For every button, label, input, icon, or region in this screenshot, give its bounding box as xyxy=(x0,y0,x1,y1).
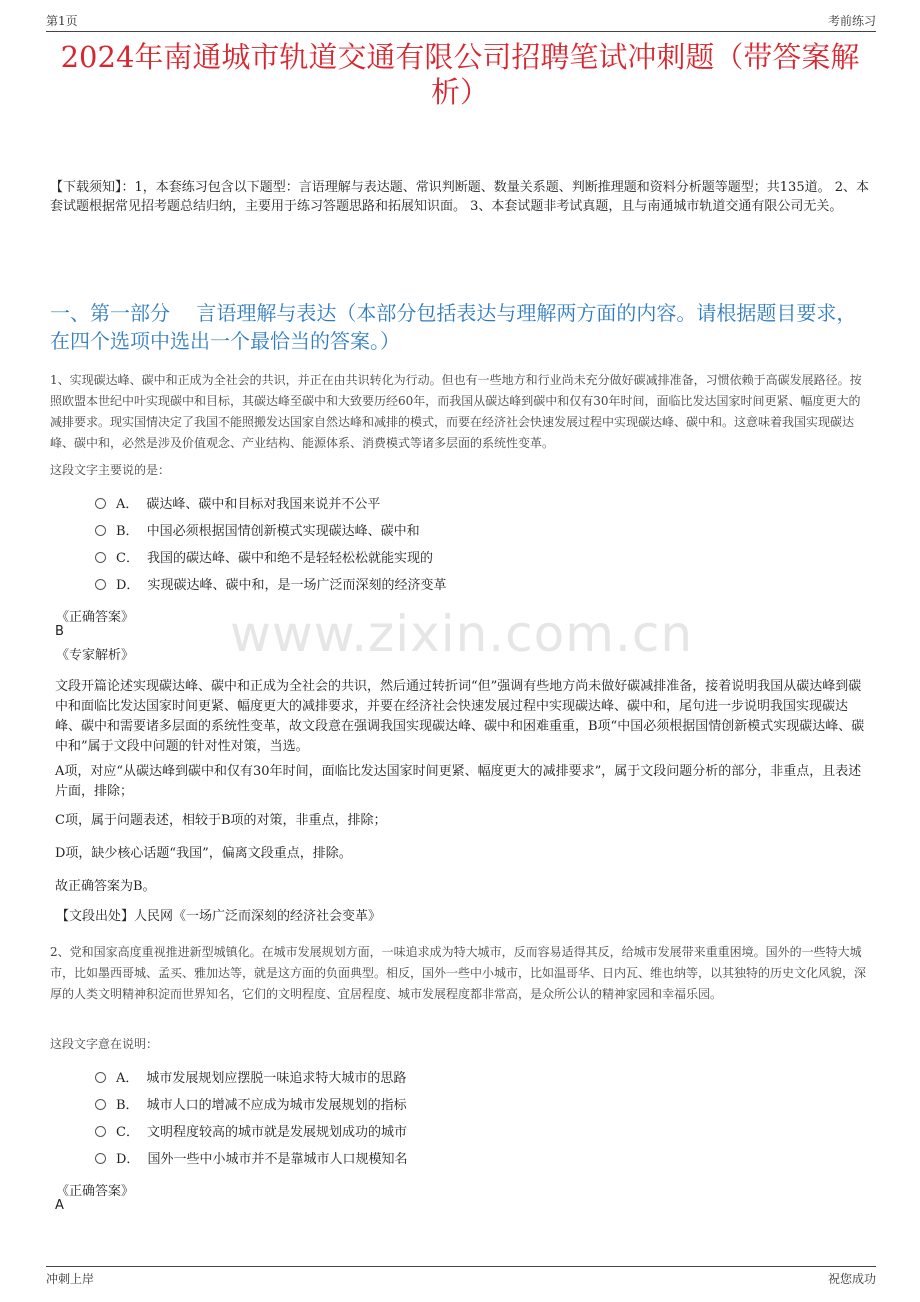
question-2-stem: 这段文字意在说明： xyxy=(50,1037,159,1051)
answer-value: A xyxy=(55,1198,64,1213)
radio-icon[interactable] xyxy=(95,552,106,563)
question-2-option-b[interactable]: B． 城市人口的增减不应成为城市发展规划的指标 xyxy=(95,1096,407,1116)
radio-icon[interactable] xyxy=(95,525,106,536)
answer-value: B xyxy=(55,624,64,639)
question-2-option-a[interactable]: A． 城市发展规划应摆脱一味追求特大城市的思路 xyxy=(95,1069,406,1089)
radio-icon[interactable] xyxy=(95,498,106,509)
source-citation: 【文段出处】人民网《一场广泛而深刻的经济社会变革》 xyxy=(56,909,382,924)
page-number: 第1页 xyxy=(46,14,78,28)
analysis-paragraph: 文段开篇论述实现碳达峰、碳中和正成为全社会的共识，然后通过转折词“但”强调有些地方尚未做好碳减排准备，接着说明我国从碳达峰到碳中和面临比发达国家时间更紧、幅度更大的减排要求，并要在经济社会快速发展过程中实现碳达峰、碳中和，尾句进一步说明我国实现碳达峰、碳中和需要诸多层面的系统性变革，故文段意在强调我国实现碳达峰、碳中和困难重重，B项“中国必须根据国情创新模式实现碳达峰、碳中和”属于文段中问题的针对性对策，当选。 xyxy=(55,679,865,754)
question-1-option-b[interactable]: B． 中国必须根据国情创新模式实现碳达峰、碳中和 xyxy=(95,522,420,542)
footer-right-label: 祝您成功 xyxy=(827,1272,876,1286)
radio-icon[interactable] xyxy=(95,1072,106,1083)
question-1-text: 1、实现碳达峰、碳中和正成为全社会的共识，并正在由共识转化为行动。但也有一些地方和行业尚未充分做好碳减排准备，习惯依赖于高碳发展路径。按照欧盟本世纪中叶实现碳中和目标，其碳达峰至碳中和大致要历经60年，而我国从碳达峰到碳中和仅有30年时间，面临比发达国家时间更紧、幅度更大的减排要求。现实国情决定了我国不能照搬发达国家自然达峰和减排的模式，而要在经济社会快速发展过程中实现碳达峰、碳中和。这意味着我国实现碳达峰、碳中和，必然是涉及价值观念、产业结构、能源体系、消费模式等诸多层面的系统性变革。 xyxy=(50,373,862,450)
question-2-option-c[interactable]: C． 文明程度较高的城市就是发展规划成功的城市 xyxy=(95,1123,407,1143)
radio-icon[interactable] xyxy=(95,1099,106,1110)
question-2-option-d[interactable]: D． 国外一些中小城市并不是靠城市人口规模知名 xyxy=(95,1150,407,1170)
section-title: 一、第一部分 言语理解与表达（本部分包括表达与理解两方面的内容。请根据题目要求，在四个选项中选出一个最恰当的答案。） xyxy=(50,301,857,353)
analysis-paragraph: C项，属于问题表述，相较于B项的对策，非重点，排除； xyxy=(55,813,387,828)
question-1-option-d[interactable]: D． 实现碳达峰、碳中和，是一场广泛而深刻的经济变革 xyxy=(95,576,446,596)
document-title: 2024年南通城市轨道交通有限公司招聘笔试冲刺题（带答案解析） xyxy=(60,40,860,109)
radio-icon[interactable] xyxy=(95,1126,106,1137)
analysis-paragraph: A项，对应“从碳达峰到碳中和仅有30年时间，面临比发达国家时间更紧、幅度更大的减排要求”，属于文段问题分析的部分，非重点，且表述片面，排除； xyxy=(55,764,862,799)
answer-label: 《正确答案》 xyxy=(56,610,135,625)
footer-divider xyxy=(46,1266,876,1267)
answer-label: 《正确答案》 xyxy=(56,1184,135,1199)
analysis-label: 《专家解析》 xyxy=(56,648,135,663)
watermark: www.zixin.com.cn xyxy=(230,605,694,663)
question-1-option-c[interactable]: C． 我国的碳达峰、碳中和绝不是轻轻松松就能实现的 xyxy=(95,549,433,569)
question-2-text: 2、党和国家高度重视推进新型城镇化。在城市发展规划方面，一味追求成为特大城市，反而容易适得其反，给城市发展带来重重困境。国外的一些特大城市，比如墨西哥城、孟买、雅加达等，就是这方面的负面典型。相反，国外一些中小城市，比如温哥华、日内瓦、维也纳等，以其独特的历史文化风貌，深厚的人类文明精神积淀而世界知名，它们的文明程度、宜居程度、城市发展程度都非常高，是众所公认的精神家园和幸福乐园。 xyxy=(50,945,867,1001)
question-1-stem: 这段文字主要说的是： xyxy=(50,463,171,477)
question-1-option-a[interactable]: A． 碳达峰、碳中和目标对我国来说并不公平 xyxy=(95,495,380,515)
header-divider xyxy=(46,31,876,32)
radio-icon[interactable] xyxy=(95,579,106,590)
analysis-paragraph: D项，缺少核心话题“我国”，偏离文段重点，排除。 xyxy=(55,846,352,861)
header-right-label: 考前练习 xyxy=(827,14,876,28)
download-notice: 【下载须知】：1，本套练习包含以下题型：言语理解与表达题、常识判断题、数量关系题、判断推理题和资料分析题等题型；共135道。 2、本套试题根据常见招考题总结归纳，主要用于练习答题思路和拓展知识面。 3、本套试题非考试真题，且与南通城市轨道交通有限公司无关。 xyxy=(50,180,869,214)
radio-icon[interactable] xyxy=(95,1153,106,1164)
analysis-conclusion: 故正确答案为B。 xyxy=(55,879,156,894)
footer-left-label: 冲刺上岸 xyxy=(46,1272,95,1286)
